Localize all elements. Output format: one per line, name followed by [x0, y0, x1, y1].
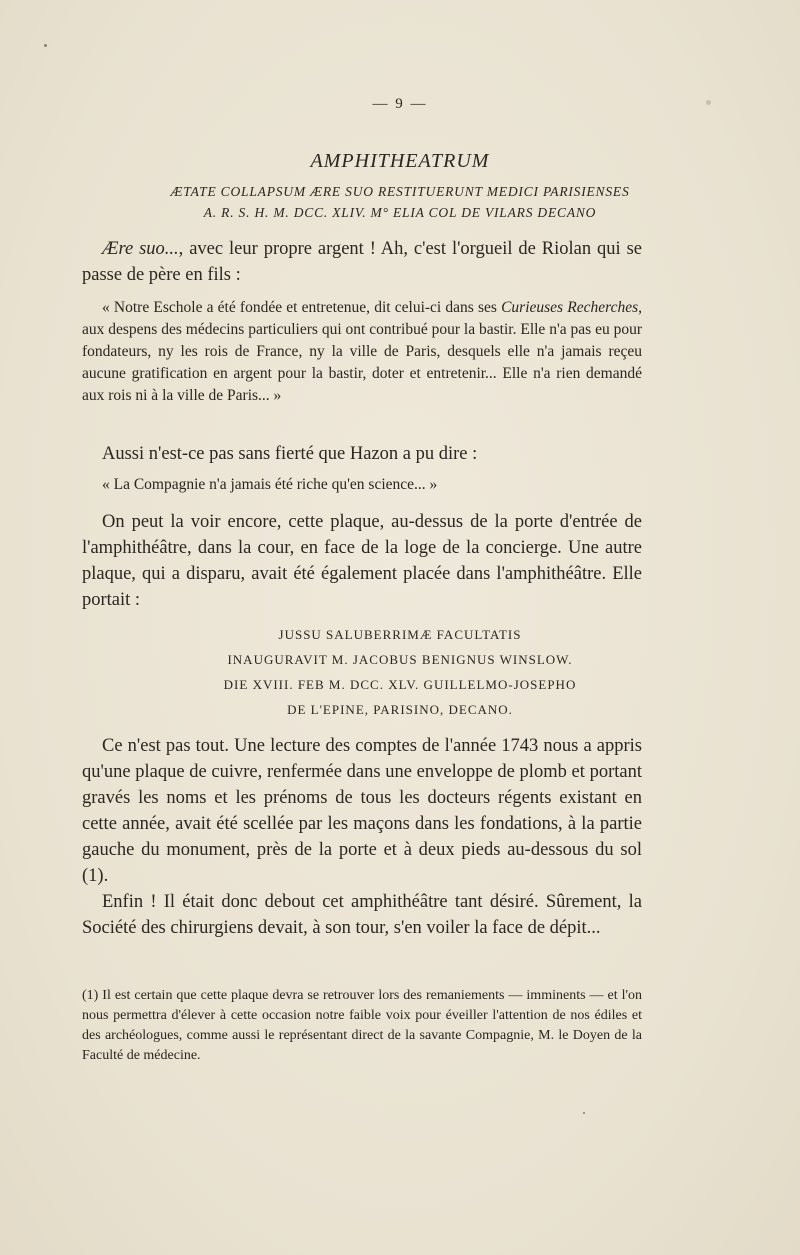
quote-1-end: aux despens des médecins particuliers qui ont contribué pour la bastir. Elle n'a pas eu pour fondateurs, ny les rois de France, ny la ville de Paris, desquels elle n'a jamais reçeu aucune gratification en argent pour la bastir, doter et entretenir... Elle n'a rien demandé aux rois ni à la ville de Paris... » — [82, 321, 642, 404]
quote-1-italic: Curieuses Recherches, — [501, 299, 642, 316]
paragraph-5: Enfin ! Il était donc debout cet amphithéâtre tant désiré. Sûrement, la Société des chirurgiens devait, à son tour, s'en voiler la face de dépit... — [82, 892, 642, 938]
paragraph-2: Aussi n'est-ce pas sans fierté que Hazon a pu dire : — [102, 444, 478, 464]
footnote: (1) Il est certain que cette plaque devra se retrouver lors des remaniements — imminents — et l'on nous permettra d'élever à cette occasion notre faible voix pour éveiller l'attention de nos édiles et des archéologues, comme aussi le représentant direct de la savante Compagnie, M. le Doyen de la Faculté de médecine. — [82, 988, 642, 1063]
quote-1 — [82, 297, 642, 407]
paper-speck — [583, 1112, 585, 1114]
paragraph-1-text: , avec leur propre argent ! Ah, c'est l'orgueil de Riolan qui se passe de père en fils : — [82, 239, 642, 285]
inscription-line-2: INAUGURAVIT M. JACOBUS BENIGNUS WINSLOW. — [227, 652, 573, 667]
page-number: — 9 — — [372, 96, 428, 112]
paragraph-4: Ce n'est pas tout. Une lecture des comptes de l'année 1743 nous a appris qu'une plaque de cuivre, renfermée dans une enveloppe de plomb et portant gravés les noms et les prénoms de tous les docteurs régents existant en cette année, avait été scellée par les maçons dans les fondations, à la partie gauche du monument, près de la porte et à deux pieds au-dessous du sol (1). — [82, 736, 642, 886]
inscription-line-3: DIE XVIII. FEB M. DCC. XLV. GUILLELMO-JOSEPHO — [223, 677, 577, 692]
paragraph-3: On peut la voir encore, cette plaque, au-dessus de la porte d'entrée de l'amphithéâtre, dans la cour, en face de la loge de la concierge. Une autre plaque, qui a disparu, avait été également placée dans l'amphithéâtre. Elle portait : — [82, 512, 642, 610]
paper-speck — [44, 44, 47, 47]
quote-2: « La Compagnie n'a jamais été riche qu'en science... » — [102, 476, 438, 493]
inscription-line-4: DE L'EPINE, PARISINO, DECANO. — [287, 702, 513, 717]
quote-1-start: « Notre Eschole a été fondée et entretenue, dit celui-ci dans ses — [102, 299, 502, 316]
paragraph-1 — [82, 236, 642, 288]
inscription-line-1: JUSSU SALUBERRIMÆ FACULTATIS — [278, 627, 522, 642]
subtitle-line-1: ÆTATE COLLAPSUM ÆRE SUO RESTITUERUNT MEDICI PARISIENSES — [170, 184, 630, 199]
paragraph-1-italic: Ære suo... — [102, 239, 179, 259]
page-title: AMPHITHEATRUM — [310, 150, 490, 172]
subtitle-line-2: A. R. S. H. M. DCC. XLIV. M° ELIA COL DE VILARS DECANO — [203, 205, 597, 220]
